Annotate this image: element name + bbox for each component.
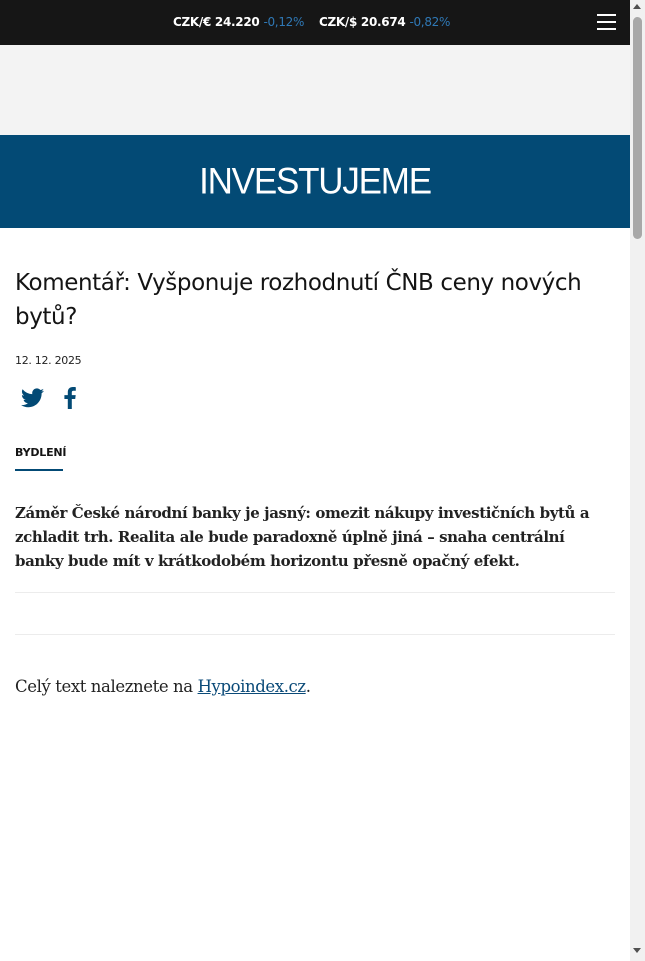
article-date: 12. 12. 2025 [15,354,82,367]
body-prefix: Celý text naleznete na [15,677,198,696]
facebook-icon[interactable] [63,387,77,409]
article-body [15,675,311,699]
scrollbar[interactable] [630,0,645,961]
rate-eur-change: -0,12% [263,15,305,29]
scroll-up-arrow-icon[interactable] [633,4,641,9]
scroll-down-arrow-icon[interactable] [633,948,641,953]
site-banner [0,135,630,228]
menu-line [597,14,616,16]
article-perex: Záměr České národní banky je jasný: omezit nákupy investičních bytů a zchladit trh. Realita ale bude paradoxně úplně jiná – snaha centrální banky bude mít v krátkodobém horizontu přesně opačný efekt. [15,504,590,570]
rate-usd [319,15,450,29]
rate-eur-value: CZK/€ 24.220 [173,15,260,29]
twitter-icon[interactable] [21,388,44,408]
tag-underline [15,469,63,471]
divider [15,634,615,635]
rate-eur [173,15,304,29]
article-title: Komentář: Vyšponuje rozhodnutí ČNB ceny nových bytů? [15,270,582,330]
top-bar [0,0,630,45]
category-tag-bydleni[interactable]: BYDLENÍ [15,446,67,459]
rate-usd-value: CZK/$ 20.674 [319,15,406,29]
menu-line [597,21,616,23]
ad-placeholder [0,45,630,135]
divider [15,592,615,593]
scroll-thumb[interactable] [633,17,642,239]
menu-line [597,28,616,30]
site-logo[interactable]: INVESTUJEME [199,161,431,202]
hamburger-menu-icon[interactable] [597,13,616,30]
body-suffix: . [305,677,311,696]
rate-usd-change: -0,82% [409,15,451,29]
hypoindex-link[interactable]: Hypoindex.cz [197,677,306,696]
